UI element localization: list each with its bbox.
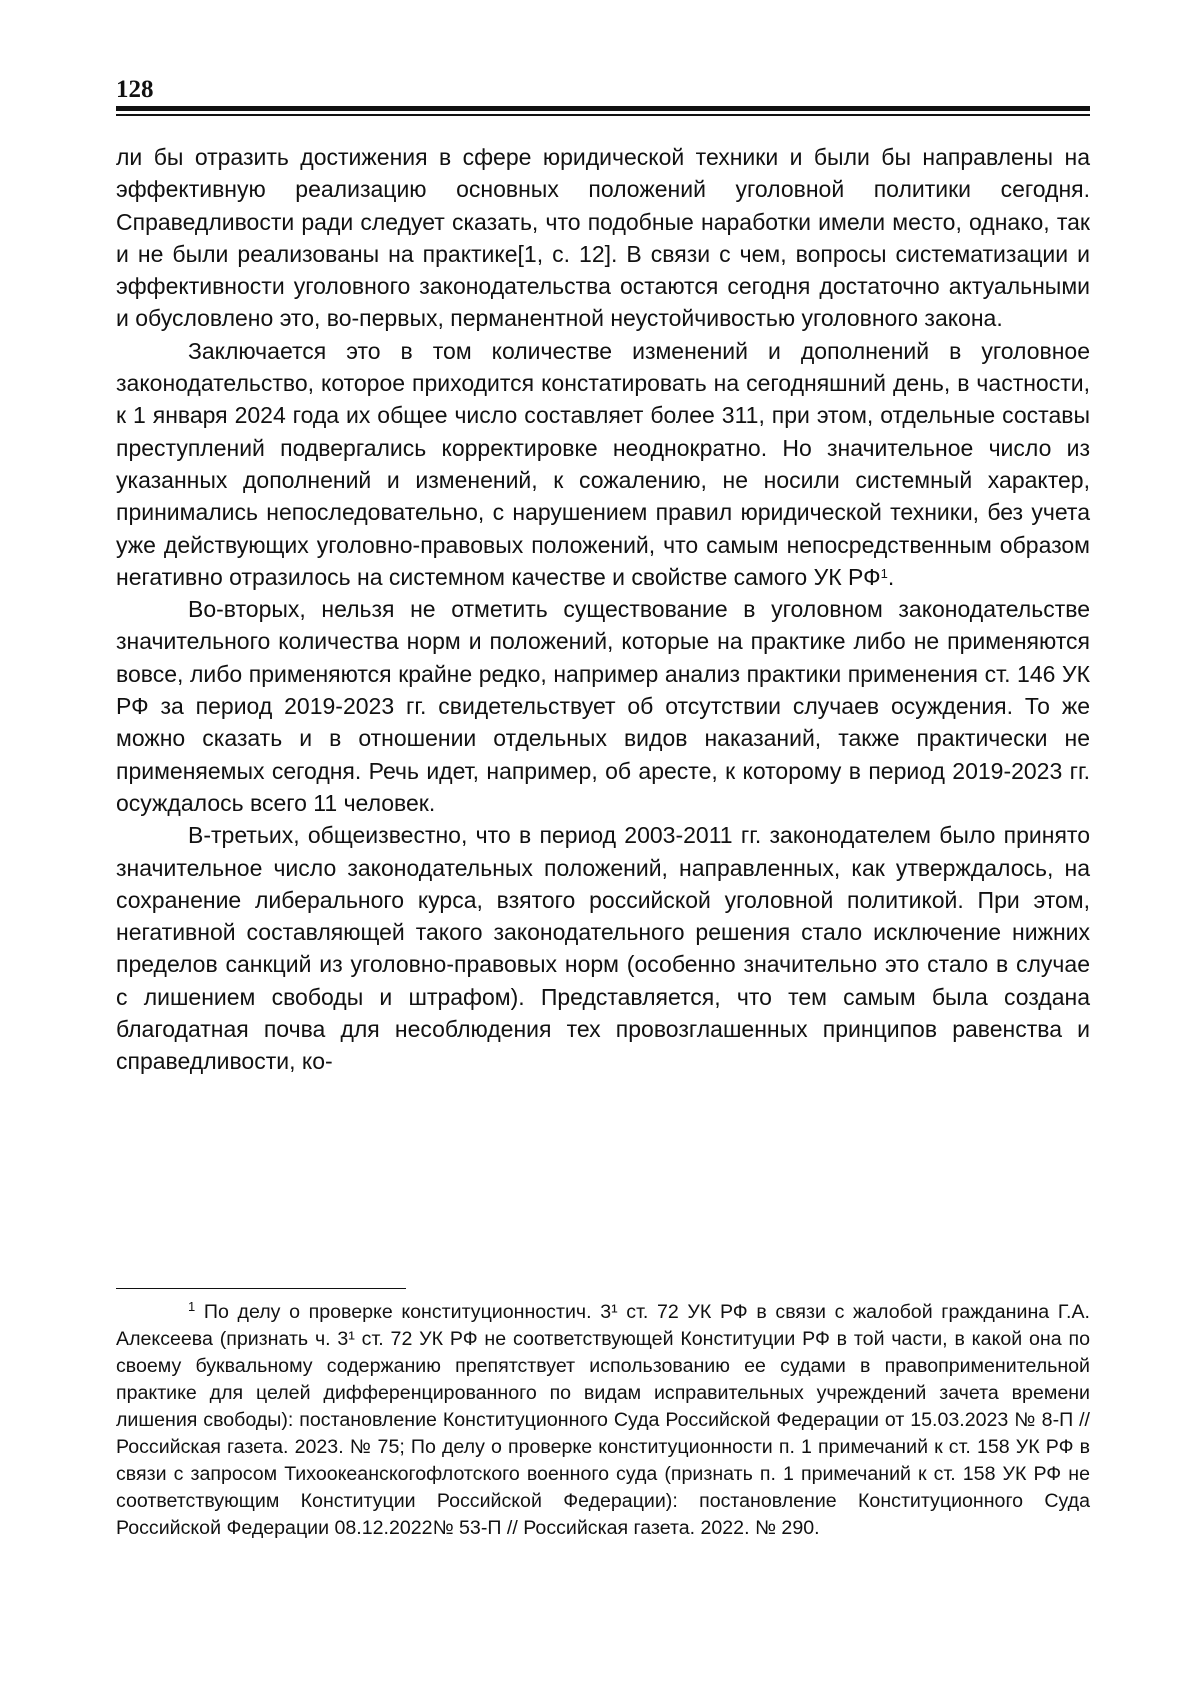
footnote-text: По делу о проверке конституционностич. 3¹ ст. 72 УК РФ в связи с жалобой гражданина Г.А. Алексеева (признать ч. 3¹ ст. 72 УК РФ не соответствующей Конституции РФ в той части, в какой она по своему буквальному содержанию препятствует использованию ее судами в правоприменительной практике для целей дифференцированного по видам исправительных учреждений зачета времени лишения свободы): постановление Конституционного Суда Российской Федерации от 15.03.2023 № 8-П // Российская газета. 2023. № 75; По делу о проверке конституционности п. 1 примечаний к ст. 158 УК РФ в связи с запросом Тихоокеанскогофлотского военного суда (признать п. 1 примечаний к ст. 158 УК РФ не соответствующим Конституции Российской Федерации): постановление Конституционного Суда Российской Федерации 08.12.2022№ 53-П // Российская газета. 2022. № 290.	[116, 1301, 1090, 1539]
paragraph-2-text: Заключается это в том количестве изменений и дополнений в уголовное законодательство, которое приходится констатировать на сегодняшний день, в частности, к 1 января 2024 года их общее число составляет более 311, при этом, отдельные составы преступлений подвергались корректировке неоднократно. Но значительное число из указанных дополнений и изменений, к сожалению, не носили системный характер, принимались непоследовательно, с нарушением правил юридической техники, без учета уже действующих уголовно-правовых положений, что самым непосредственным образом негативно отразилось на системном качестве и свойстве самого УК РФ	[116, 337, 1090, 590]
paragraph-2	[116, 335, 1090, 593]
footnote-reference[interactable]: 1	[880, 565, 888, 581]
footnote-separator	[116, 1288, 406, 1289]
paragraph-4: В-третьих, общеизвестно, что в период 2003-2011 гг. законодателем было принято значительное число законодательных положений, направленных, как утверждалось, на сохранение либерального курса, взятого российской уголовной политикой. При этом, негативной составляющей такого законодательного решения стало исключение нижних пределов санкций из уголовно-правовых норм (особенно значительно это стало в случае с лишением свободы и штрафом). Представляется, что тем самым была создана благодатная почва для несоблюдения тех провозглашенных принципов равенства и справедливости, ко-	[116, 822, 1090, 1075]
footnote-mark: 1	[188, 1299, 196, 1314]
body-text	[116, 141, 1090, 1078]
footnote-1	[116, 1299, 1090, 1542]
paragraph-2-end: .	[887, 563, 895, 590]
page-number: 128	[116, 76, 154, 103]
paragraph-3: Во-вторых, нельзя не отметить существование в уголовном законодательстве значительного количества норм и положений, которые на практике либо не применяются вовсе, либо применяются крайне редко, например анализ практики применения ст. 146 УК РФ за период 2019-2023 гг. свидетельствует об отсутствии случаев осуждения. То же можно сказать и в отношении отдельных видов наказаний, также практически не применяемых сегодня. Речь идет, например, об аресте, к которому в период 2019-2023 гг. осуждалось всего 11 человек.	[116, 596, 1090, 816]
header-rule-thick	[116, 106, 1090, 111]
header-rule-thin	[116, 114, 1090, 116]
paragraph-1: ли бы отразить достижения в сфере юридической техники и были бы направлены на эффективную реализацию основных положений уголовной политики сегодня. Справедливости ради следует сказать, что подобные наработки имели место, однако, так и не были реализованы на практике[1, с. 12]. В связи с чем, вопросы систематизации и эффективности уголовного законодательства остаются сегодня достаточно актуальными и обусловлено это, во-первых, перманентной неустойчивостью уголовного закона.	[116, 144, 1090, 332]
footnotes	[116, 1299, 1090, 1542]
